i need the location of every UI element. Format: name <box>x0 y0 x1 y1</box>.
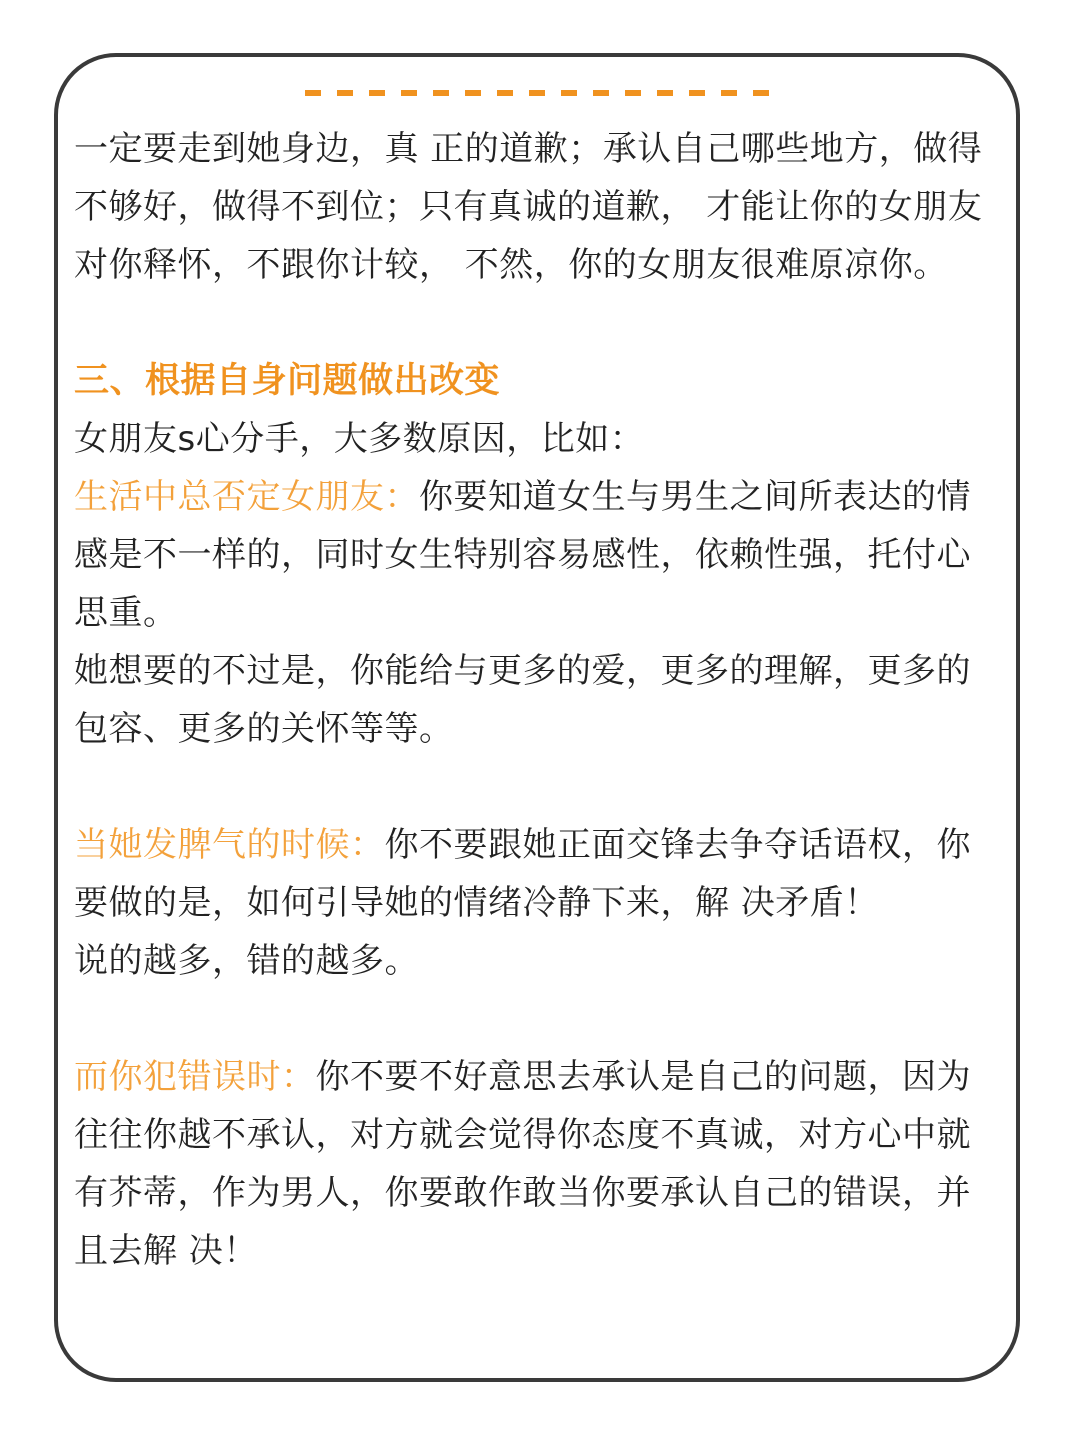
point-1-label: 生活中总否定女朋友： <box>74 477 419 517</box>
point-3-paragraph <box>74 1048 1004 1280</box>
point-3-text: 你不要不好意思去承认是自己的问题，因为往往你越不承认，对方就会觉得你态度不真诚，对方心中就有芥蒂，作为男人，你要敢作敢当你要承认自己的错误，并且去解 决！ <box>74 1057 971 1271</box>
section-heading: 三、根据自身问题做出改变 <box>74 361 501 401</box>
spacer <box>74 758 1004 816</box>
point-2-paragraph <box>74 816 1004 932</box>
point-2-extra: 说的越多，错的越多。 <box>74 941 419 981</box>
point-2-label: 当她发脾气的时候： <box>74 825 385 865</box>
spacer <box>74 990 1004 1048</box>
point-2-text: 你不要跟她正面交锋去争夺话语权，你要做的是，如何引导她的情绪冷静下来，解 决矛盾！ <box>74 825 971 923</box>
point-1-extra: 她想要的不过是，你能给与更多的爱，更多的理解，更多的包容、更多的关怀等等。 <box>74 651 971 749</box>
spacer <box>74 294 1004 352</box>
point-3-label: 而你犯错误时： <box>74 1057 316 1097</box>
article-body <box>74 120 1004 1280</box>
intro-paragraph: 一定要走到她身边，真 正的道歉；承认自己哪些地方，做得不够好，做得不到位；只有真诚的道歉， 才能让你的女朋友对你释怀，不跟你计较， 不然，你的女朋友很难原凉你。 <box>74 129 983 285</box>
point-1-paragraph <box>74 468 1004 642</box>
point-1-text: 你要知道女生与男生之间所表达的情感是不一样的，同时女生特别容易感性，依赖性强，托付心思重。 <box>74 477 971 633</box>
dashed-divider <box>305 90 775 96</box>
section-lead: 女朋友s心分手，大多数原因，比如： <box>74 419 645 459</box>
